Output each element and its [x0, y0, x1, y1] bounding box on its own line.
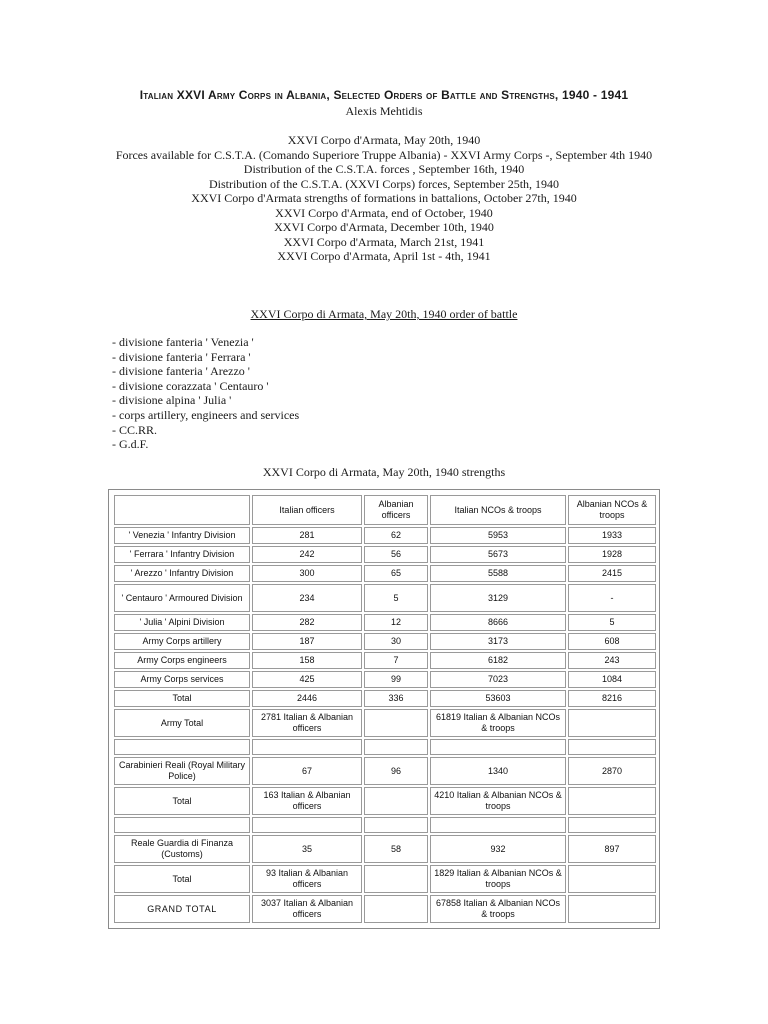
value-cell [568, 709, 656, 737]
row-label-cell: Total [114, 787, 250, 815]
value-cell: 425 [252, 671, 362, 688]
value-cell: 187 [252, 633, 362, 650]
row-label-cell: ' Julia ' Alpini Division [114, 614, 250, 631]
value-cell [568, 895, 656, 923]
value-cell: 2415 [568, 565, 656, 582]
value-cell [568, 865, 656, 893]
value-cell: 3037 Italian & Albanian officers [252, 895, 362, 923]
value-cell: 4210 Italian & Albanian NCOs & troops [430, 787, 566, 815]
value-cell: 93 Italian & Albanian officers [252, 865, 362, 893]
toc-item[interactable]: Distribution of the C.S.T.A. (XXVI Corps) forces, September 25th, 1940 [208, 176, 560, 191]
value-cell: 5673 [430, 546, 566, 563]
value-cell: 336 [364, 690, 428, 707]
row-label-cell: Reale Guardia di Finanza (Customs) [114, 835, 250, 863]
value-cell: 67858 Italian & Albanian NCOs & troops [430, 895, 566, 923]
value-cell: 163 Italian & Albanian officers [252, 787, 362, 815]
value-cell: 96 [364, 757, 428, 785]
value-cell: 2446 [252, 690, 362, 707]
value-cell [364, 787, 428, 815]
value-cell: 67 [252, 757, 362, 785]
value-cell: 56 [364, 546, 428, 563]
value-cell [252, 739, 362, 755]
value-cell: 35 [252, 835, 362, 863]
toc-item[interactable]: XXVI Corpo d'Armata, December 10th, 1940 [274, 220, 494, 234]
row-label-cell [114, 739, 250, 755]
title-part-4: 1940 - 1941 [562, 88, 629, 102]
strengths-table [112, 493, 658, 925]
value-cell: 61819 Italian & Albanian NCOs & troops [430, 709, 566, 737]
value-cell: 243 [568, 652, 656, 669]
value-cell: 99 [364, 671, 428, 688]
value-cell: 7023 [430, 671, 566, 688]
table-row [114, 787, 656, 815]
value-cell: 8216 [568, 690, 656, 707]
list-item: - divisione corazzata ' Centauro ' [112, 378, 269, 393]
toc-item[interactable]: XXVI Corpo d'Armata, May 20th, 1940 [287, 133, 481, 147]
order-of-battle-list [112, 335, 299, 452]
value-cell: 8666 [430, 614, 566, 631]
list-item: - divisione fanteria ' Arezzo ' [112, 364, 250, 379]
title-part-2: XXVI [176, 88, 205, 102]
title-part-3: Army Corps in Albania, Selected Orders of Battle and Strengths, [207, 88, 559, 102]
table-row [114, 614, 656, 631]
value-cell: 282 [252, 614, 362, 631]
value-cell [364, 895, 428, 923]
value-cell: 58 [364, 835, 428, 863]
value-cell: 234 [252, 584, 362, 612]
value-cell [364, 817, 428, 833]
title-part-1: Italian [139, 88, 174, 102]
value-cell: 6182 [430, 652, 566, 669]
table-row [114, 546, 656, 563]
list-item: - divisione alpina ' Julia ' [112, 393, 232, 408]
value-cell: 1933 [568, 527, 656, 544]
value-cell: 5 [568, 614, 656, 631]
toc-item[interactable]: XXVI Corpo d'Armata, March 21st, 1941 [283, 234, 485, 249]
value-cell: - [568, 584, 656, 612]
header-cell: Albanian NCOs & troops [568, 495, 656, 525]
table-row [114, 584, 656, 612]
row-label-cell: GRAND TOTAL [114, 895, 250, 923]
value-cell: 1829 Italian & Albanian NCOs & troops [430, 865, 566, 893]
header-cell: Italian NCOs & troops [430, 495, 566, 525]
header-cell [114, 495, 250, 525]
value-cell: 281 [252, 527, 362, 544]
table-row [114, 690, 656, 707]
value-cell: 2870 [568, 757, 656, 785]
value-cell: 12 [364, 614, 428, 631]
toc-item[interactable]: XXVI Corpo d'Armata strengths of formations in battalions, October 27th, 1940 [191, 191, 577, 205]
strengths-table-frame [108, 489, 660, 929]
table-row [114, 671, 656, 688]
page-title [0, 88, 768, 102]
value-cell: 300 [252, 565, 362, 582]
row-label-cell: Total [114, 865, 250, 893]
row-label-cell [114, 817, 250, 833]
value-cell [568, 739, 656, 755]
row-label-cell: Army Corps artillery [114, 633, 250, 650]
value-cell: 30 [364, 633, 428, 650]
table-row [114, 817, 656, 833]
value-cell: 897 [568, 835, 656, 863]
row-label-cell: Army Total [114, 709, 250, 737]
value-cell: 1928 [568, 546, 656, 563]
table-row [114, 527, 656, 544]
value-cell: 158 [252, 652, 362, 669]
value-cell: 2781 Italian & Albanian officers [252, 709, 362, 737]
table-row [114, 652, 656, 669]
header-cell: Italian officers [252, 495, 362, 525]
value-cell [568, 787, 656, 815]
value-cell: 5953 [430, 527, 566, 544]
table-header-row [114, 495, 656, 525]
value-cell: 1084 [568, 671, 656, 688]
table-row [114, 835, 656, 863]
value-cell: 5 [364, 584, 428, 612]
author: Alexis Mehtidis [345, 104, 423, 118]
list-item: - divisione fanteria ' Venezia ' [112, 335, 254, 349]
value-cell: 932 [430, 835, 566, 863]
row-label-cell: ' Arezzo ' Infantry Division [114, 565, 250, 582]
row-label-cell: ' Centauro ' Armoured Division [114, 584, 250, 612]
table-body [114, 527, 656, 923]
list-item: - CC.RR. [112, 422, 158, 437]
value-cell [568, 817, 656, 833]
value-cell [364, 865, 428, 893]
list-item: - G.d.F. [112, 437, 149, 452]
toc-item[interactable]: XXVI Corpo d'Armata, end of October, 1940 [275, 205, 493, 220]
table-row [114, 633, 656, 650]
header-cell: Albanian officers [364, 495, 428, 525]
table-caption: XXVI Corpo di Armata, May 20th, 1940 strengths [262, 465, 506, 479]
value-cell: 3129 [430, 584, 566, 612]
table-of-contents [100, 133, 668, 264]
list-item: - corps artillery, engineers and services [112, 407, 300, 422]
toc-item[interactable]: XXVI Corpo d'Armata, April 1st - 4th, 1941 [277, 249, 491, 263]
value-cell: 608 [568, 633, 656, 650]
table-row [114, 895, 656, 923]
row-label-cell: Army Corps engineers [114, 652, 250, 669]
value-cell: 1340 [430, 757, 566, 785]
list-item: - divisione fanteria ' Ferrara ' [112, 349, 251, 364]
table-row [114, 709, 656, 737]
value-cell: 5588 [430, 565, 566, 582]
table-row [114, 739, 656, 755]
value-cell [252, 817, 362, 833]
value-cell [430, 817, 566, 833]
value-cell [430, 739, 566, 755]
toc-item[interactable]: Forces available for C.S.T.A. (Comando Superiore Truppe Albania) - XXVI Army Corps -, September 4th 1940 [115, 147, 653, 162]
section-heading: XXVI Corpo di Armata, May 20th, 1940 order of battle [250, 307, 518, 321]
row-label-cell: Carabinieri Reali (Royal Military Police) [114, 757, 250, 785]
value-cell: 242 [252, 546, 362, 563]
value-cell: 53603 [430, 690, 566, 707]
row-label-cell: Total [114, 690, 250, 707]
value-cell: 3173 [430, 633, 566, 650]
value-cell: 7 [364, 652, 428, 669]
row-label-cell: ' Venezia ' Infantry Division [114, 527, 250, 544]
value-cell: 62 [364, 527, 428, 544]
value-cell: 65 [364, 565, 428, 582]
row-label-cell: Army Corps services [114, 671, 250, 688]
table-row [114, 865, 656, 893]
value-cell [364, 709, 428, 737]
toc-item[interactable]: Distribution of the C.S.T.A. forces , September 16th, 1940 [243, 162, 525, 176]
value-cell [364, 739, 428, 755]
row-label-cell: ' Ferrara ' Infantry Division [114, 546, 250, 563]
table-row [114, 565, 656, 582]
table-row [114, 757, 656, 785]
